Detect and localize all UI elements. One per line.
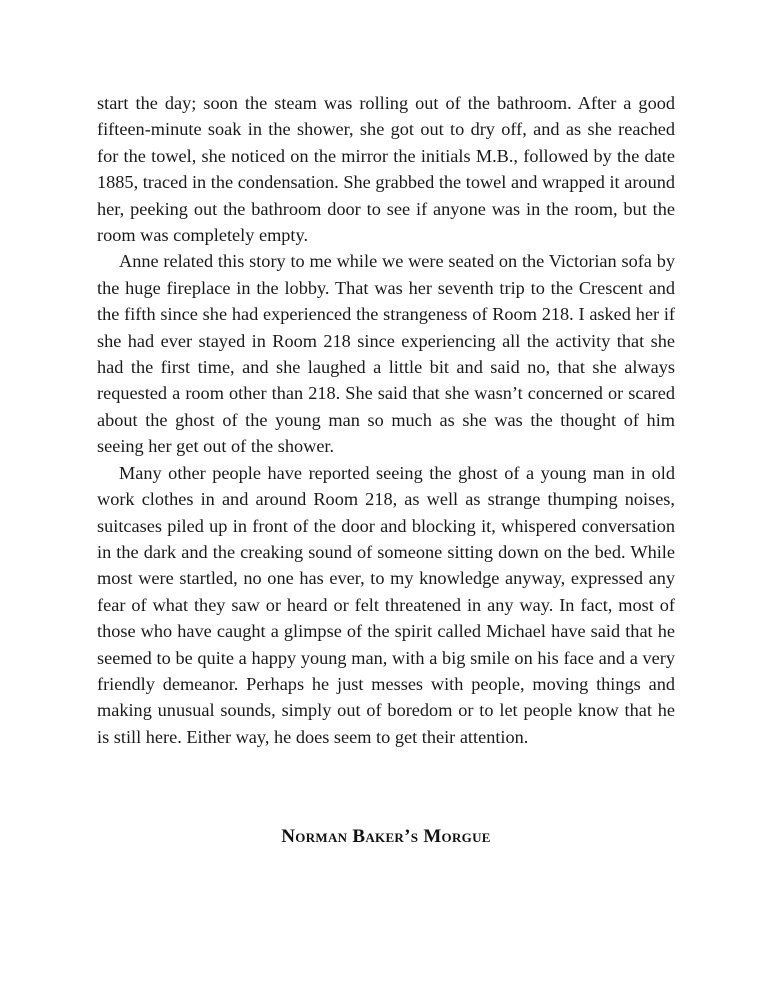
paragraph-continued: start the day; soon the steam was rolling out of the bathroom. After a good fifteen-minute soak in the shower, she got out to dry off, and as she reached for the towel, she noticed on the mirror the initials M.B., followed by the date 1885, traced in the condensation. She grabbed the towel and wrapped it around her, peeking out the bathroom door to see if anyone was in the room, but the room was completely empty. bbox=[97, 93, 675, 246]
body-text bbox=[97, 90, 675, 750]
paragraph-other-reports: Many other people have reported seeing the ghost of a young man in old work clothes in and around Room 218, as well as strange thumping noises, suitcases piled up in front of the door and blocking it, whispered conversation in the dark and the creaking sound of someone sitting down on the bed. While most were startled, no one has ever, to my knowledge anyway, expressed any fear of what they saw or heard or felt threatened in any way. In fact, most of those who have caught a glimpse of the spirit called Michael have said that he seemed to be quite a happy young man, with a big smile on his face and a very friendly demeanor. Perhaps he just messes with people, moving things and making unusual sounds, simply out of boredom or to let people know that he is still here. Either way, he does seem to get their attention. bbox=[97, 462, 675, 747]
paragraph-anne-story: Anne related this story to me while we were seated on the Victorian sofa by the huge fireplace in the lobby. That was her seventh trip to the Crescent and the fifth since she had experienced the strangeness of Room 218. I asked her if she had ever stayed in Room 218 since experiencing all the activity that she had the first time, and she laughed a little bit and said no, that she always requested a room other than 218. She said that she wasn’t concerned or scared about the ghost of the young man so much as she was the thought of him seeing her get out of the shower. bbox=[97, 251, 675, 457]
section-heading: Norman Baker’s Morgue bbox=[281, 826, 491, 847]
